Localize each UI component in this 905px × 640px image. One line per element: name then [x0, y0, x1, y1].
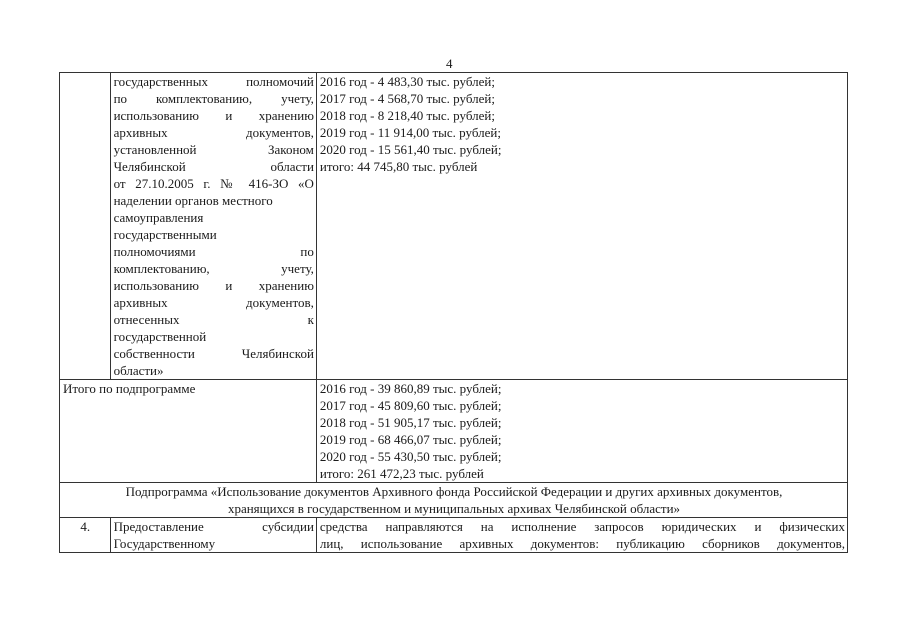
- measure-name-line: установленной Законом: [113, 142, 314, 157]
- measure-name-line: наделении органов местного: [113, 193, 273, 208]
- subprogram-finance-table: [59, 72, 848, 553]
- finance-line: 2018 год - 51 905,17 тыс. рублей;: [319, 415, 502, 430]
- table-row-4: [60, 518, 848, 553]
- finance-line: 2016 год - 4 483,30 тыс. рублей;: [319, 74, 495, 89]
- finance-cell: [316, 73, 847, 380]
- measure-name-line: Предоставление субсидии: [113, 519, 314, 534]
- page-number: 4: [446, 56, 453, 71]
- table-row-subprogram-total: [60, 380, 848, 483]
- subprogram-heading-line: Подпрограмма «Использование документов Архивного фонда Российской Федерации и других архивных документов,: [125, 484, 783, 499]
- finance-total-line: итого: 44 745,80 тыс. рублей: [319, 159, 478, 174]
- measure-name-line: собственности Челябинской: [113, 346, 314, 361]
- total-label: Итого по подпрограмме: [63, 381, 196, 396]
- measure-name-line: использованию и хранению: [113, 108, 314, 123]
- measure-name-line: области»: [113, 363, 164, 378]
- measure-name-line: государственных полномочий: [113, 74, 314, 89]
- measure-name-cell: [110, 73, 316, 380]
- subprogram-heading-line: хранящихся в государственном и муниципальных архивах Челябинской области»: [227, 501, 681, 516]
- finance-line: 2019 год - 68 466,07 тыс. рублей;: [319, 432, 502, 447]
- measure-name-line: от 27.10.2005 г. № 416-ЗО «О: [113, 176, 314, 191]
- measure-name-line: по комплектованию, учету,: [113, 91, 314, 106]
- finance-total-line: итого: 261 472,23 тыс. рублей: [319, 466, 484, 481]
- measure-name-line: государственными: [113, 227, 217, 242]
- measure-name-line: использованию и хранению: [113, 278, 314, 293]
- finance-line: 2017 год - 4 568,70 тыс. рублей;: [319, 91, 495, 106]
- finance-line: 2020 год - 15 561,40 тыс. рублей;: [319, 142, 502, 157]
- finance-line: 2018 год - 8 218,40 тыс. рублей;: [319, 108, 495, 123]
- total-finance-cell: [316, 380, 847, 483]
- table-row-subprogram-heading: [60, 483, 848, 518]
- finance-line: 2019 год - 11 914,00 тыс. рублей;: [319, 125, 501, 140]
- measure-name-line: архивных документов,: [113, 295, 314, 310]
- row-number-cell: [60, 73, 111, 380]
- finance-line: 2016 год - 39 860,89 тыс. рублей;: [319, 381, 502, 396]
- measure-name-line: самоуправления: [113, 210, 204, 225]
- finance-line: 2020 год - 55 430,50 тыс. рублей;: [319, 449, 502, 464]
- measure-name-line: полномочиями по: [113, 244, 314, 259]
- description-cell: [316, 518, 847, 553]
- measure-name-line: Челябинской области: [113, 159, 314, 174]
- measure-name-line: комплектованию, учету,: [113, 261, 314, 276]
- measure-name-line: Государственному: [113, 536, 216, 551]
- measure-name-cell: [110, 518, 316, 553]
- description-line: лиц, использование архивных документов: публикацию сборников документов,: [319, 536, 845, 551]
- measure-name-line: государственной: [113, 329, 207, 344]
- row-number-cell: 4.: [60, 518, 111, 553]
- measure-name-line: архивных документов,: [113, 125, 314, 140]
- measure-name-line: отнесенных к: [113, 312, 314, 327]
- table-row-continuation: [60, 73, 848, 380]
- description-line: средства направляются на исполнение запросов юридических и физических: [319, 519, 845, 534]
- total-label-cell: [60, 380, 317, 483]
- subprogram-heading-cell: [60, 483, 848, 518]
- finance-line: 2017 год - 45 809,60 тыс. рублей;: [319, 398, 502, 413]
